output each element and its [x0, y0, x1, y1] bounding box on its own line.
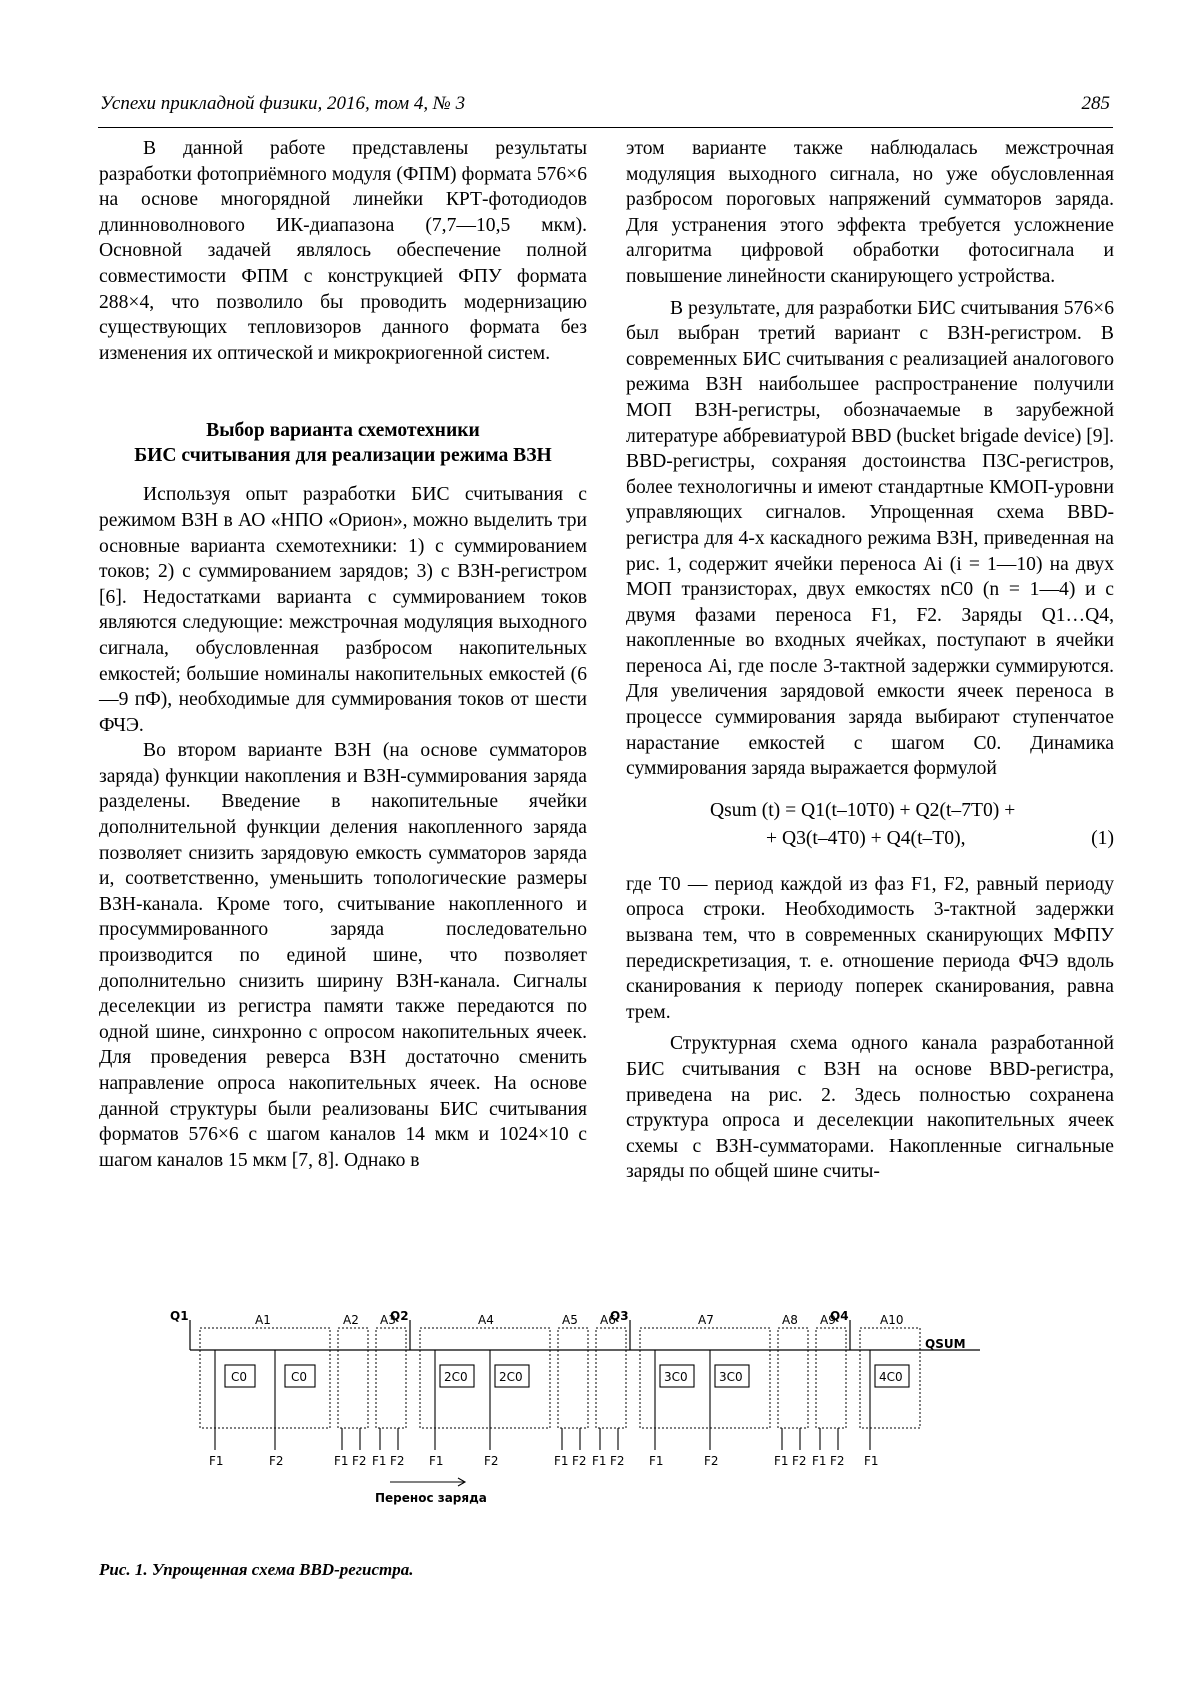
phase-label: F2: [792, 1454, 807, 1468]
paragraph-second-variant: Во втором варианте ВЗН (на основе сумматоров заряда) функции накопления и ВЗН-суммирования заряда разделены. Введение в накопительные ячейки дополнительной функции деления накопленного заряда позволяет снизить зарядовую емкость сумматоров заряда и, соответственно, уменьшить топологические размеры ВЗН-канала. Кроме того, считывание накопленного и просуммированного заряда последовательно производится по единой шине, что позволяет дополнительно снизить ширину ВЗН-канала. Сигналы деселекции из регистра памяти также передаются по одной шине, синхронно с опросом накопительных ячеек. Для проведения реверса ВЗН достаточно сменить направление опроса накопительных ячеек. На основе данной структуры были реализованы БИС считывания форматов 576×6 с шагом каналов 14 мкм и 1024×10 с шагом каналов 15 мкм [7, 8]. Однако в: [99, 740, 587, 1171]
phase-label: F2: [830, 1454, 845, 1468]
formula-number: (1): [1091, 827, 1114, 849]
input-label-q4: Q4: [830, 1310, 849, 1323]
phase-label: F2: [352, 1454, 367, 1468]
phase-label: F2: [610, 1454, 625, 1468]
right-column: [626, 136, 1114, 1185]
input-label-q1: Q1: [170, 1310, 189, 1323]
paragraph-intro: В данной работе представлены результаты разработки фотоприёмного модуля (ФПМ) формата 576×6 на основе многорядной линейки КРТ-фотодиодов длинноволнового ИК-диапазона (7,7—10,5 мкм). Основной задачей являлось обеспечение полной совместимости ФПМ с конструкцией ФПУ формата 288×4, что позволило бы проводить модернизацию существующих тепловизоров данного формата без изменения их оптической и микрокриогенной систем.: [99, 138, 587, 364]
capacitor-label: C0: [231, 1370, 248, 1384]
phase-label: F2: [484, 1454, 499, 1468]
cell-label-a7: A7: [698, 1313, 714, 1327]
phase-label: F1: [649, 1454, 664, 1468]
section-title: [99, 418, 587, 468]
paragraph-structure: Структурная схема одного канала разработанной БИС считывания с ВЗН на основе BBD-регистра, приведена на рис. 2. Здесь полностью сохранена структура опроса и деселекции накопительных ячеек схемы с ВЗН-сумматорами. Накопленные сигнальные заряды по общей шине считы-: [626, 1033, 1114, 1183]
paragraph-continuation: этом варианте также наблюдалась межстрочная модуляция выходного сигнала, но уже обусловленная разбросом пороговых напряжений сумматоров заряда. Для устранения этого эффекта требуется усложнение алгоритма цифровой обработки фотосигнала и повышение линейности сканирующего устройства.: [626, 138, 1114, 287]
phase-label: F1: [812, 1454, 827, 1468]
cell-a1-box: [200, 1328, 330, 1428]
cell-a8-box: [778, 1328, 808, 1428]
cell-a6-box: [596, 1328, 626, 1428]
capacitor-label: C0: [291, 1370, 308, 1384]
output-label: QSUM: [925, 1337, 966, 1351]
phase-label: F1: [334, 1454, 349, 1468]
capacitor-label: 3C0: [664, 1370, 688, 1384]
capacitor-label: 2C0: [499, 1370, 523, 1384]
cell-label-a6: A6: [600, 1313, 616, 1327]
page-number: 285: [1081, 93, 1110, 114]
cell-label-a3: A3: [380, 1313, 396, 1327]
phase-label: F2: [390, 1454, 405, 1468]
journal-title: Успехи прикладной физики, 2016, том 4, № 3: [100, 93, 466, 114]
formula: [626, 796, 1114, 860]
cell-label-a8: A8: [782, 1313, 798, 1327]
cell-a2-box: [338, 1328, 368, 1428]
phase-label: F1: [592, 1454, 607, 1468]
running-head: [100, 93, 1110, 123]
phase-label: F1: [554, 1454, 569, 1468]
cell-label-a2: A2: [343, 1313, 359, 1327]
phase-label: F2: [572, 1454, 587, 1468]
cell-a5-box: [558, 1328, 588, 1428]
capacitor-label: 4C0: [879, 1370, 903, 1384]
cell-label-a9: A9: [820, 1313, 836, 1327]
paragraph-formula-explanation: где T0 — период каждой из фаз F1, F2, равный периоду опроса строки. Необходимость 3-тактной задержки вызвана тем, что в современных сканирующих МФПУ передискретизация, т. е. отношение периода ФЧЭ вдоль сканирования к периоду поперек сканирования, равна трем.: [626, 873, 1114, 1023]
input-label-q2: Q2: [390, 1310, 409, 1323]
section-title-line2: БИС считывания для реализации режима ВЗН: [134, 445, 552, 467]
phase-label: F1: [429, 1454, 444, 1468]
formula-line2: + Q3(t–4T0) + Q4(t–T0),: [766, 827, 966, 849]
capacitor-label: 3C0: [719, 1370, 743, 1384]
phase-label: F2: [704, 1454, 719, 1468]
cell-label-a5: A5: [562, 1313, 578, 1327]
phase-label: F1: [774, 1454, 789, 1468]
input-label-q3: Q3: [610, 1310, 629, 1323]
charge-transfer-label: Перенос заряда: [375, 1491, 487, 1505]
cell-label-a1: A1: [255, 1313, 271, 1327]
phase-label: F1: [372, 1454, 387, 1468]
cell-label-a10: A10: [880, 1313, 904, 1327]
cell-a3-box: [376, 1328, 406, 1428]
paragraph-bbd: В результате, для разработки БИС считывания 576×6 был выбран третий вариант с ВЗН-регистром. В современных БИС считывания с реализацией аналогового режима ВЗН наибольшее распространение получили МОП ВЗН-регистры, обозначаемые в зарубежной литературе аббревиатурой BBD (bucket brigade device) [9]. BBD-регистры, сохраняя достоинства ПЗС-регистров, более технологичны и имеют стандартные КМОП-уровни управляющих сигналов. Упрощенная схема BBD-регистра для 4-х каскадного режима ВЗН, приведенная на рис. 1, содержит ячейки переноса Ai (i = 1—10) на двух МОП транзисторах, двух емкостях nC0 (n = 1—4) и с двумя фазами переноса F1, F2. Заряды Q1…Q4, накопленные во входных ячейках, поступают в ячейки переноса Ai, где после 3-тактной задержки суммируются. Для увеличения зарядовой емкости ячеек переноса в процессе суммирования заряда выбирают ступенчатое нарастание емкостей с шагом C0. Динамика суммирования заряда выражается формулой: [626, 297, 1114, 780]
left-column: [99, 136, 587, 1173]
phase-label: F2: [269, 1454, 284, 1468]
cell-label-a4: A4: [478, 1313, 494, 1327]
phase-label: F1: [864, 1454, 879, 1468]
bbd-register-diagram: [150, 1310, 1050, 1540]
formula-line1: Qsum (t) = Q1(t–10T0) + Q2(t–7T0) +: [710, 799, 1016, 821]
header-rule: [98, 127, 1113, 128]
section-title-line1: Выбор варианта схемотехники: [206, 420, 480, 442]
figure-caption: Рис. 1. Упрощенная схема BBD-регистра.: [99, 1560, 414, 1579]
phase-label: F1: [209, 1454, 224, 1468]
cell-a9-box: [816, 1328, 846, 1428]
paragraph-variants: Используя опыт разработки БИС считывания с режимом ВЗН в АО «НПО «Орион», можно выделить три основные варианта схемотехники: 1) с суммированием токов; 2) с суммированием зарядов; 3) с ВЗН-регистром [6]. Недостатками варианта с суммированием токов являются следующие: межстрочная модуляция выходного сигнала, обусловленная разбросом накопительных емкостей; большие номиналы накопительных емкостей (6—9 пФ), необходимые для суммирования токов от шести ФЧЭ.: [99, 484, 587, 736]
capacitor-label: 2C0: [444, 1370, 468, 1384]
